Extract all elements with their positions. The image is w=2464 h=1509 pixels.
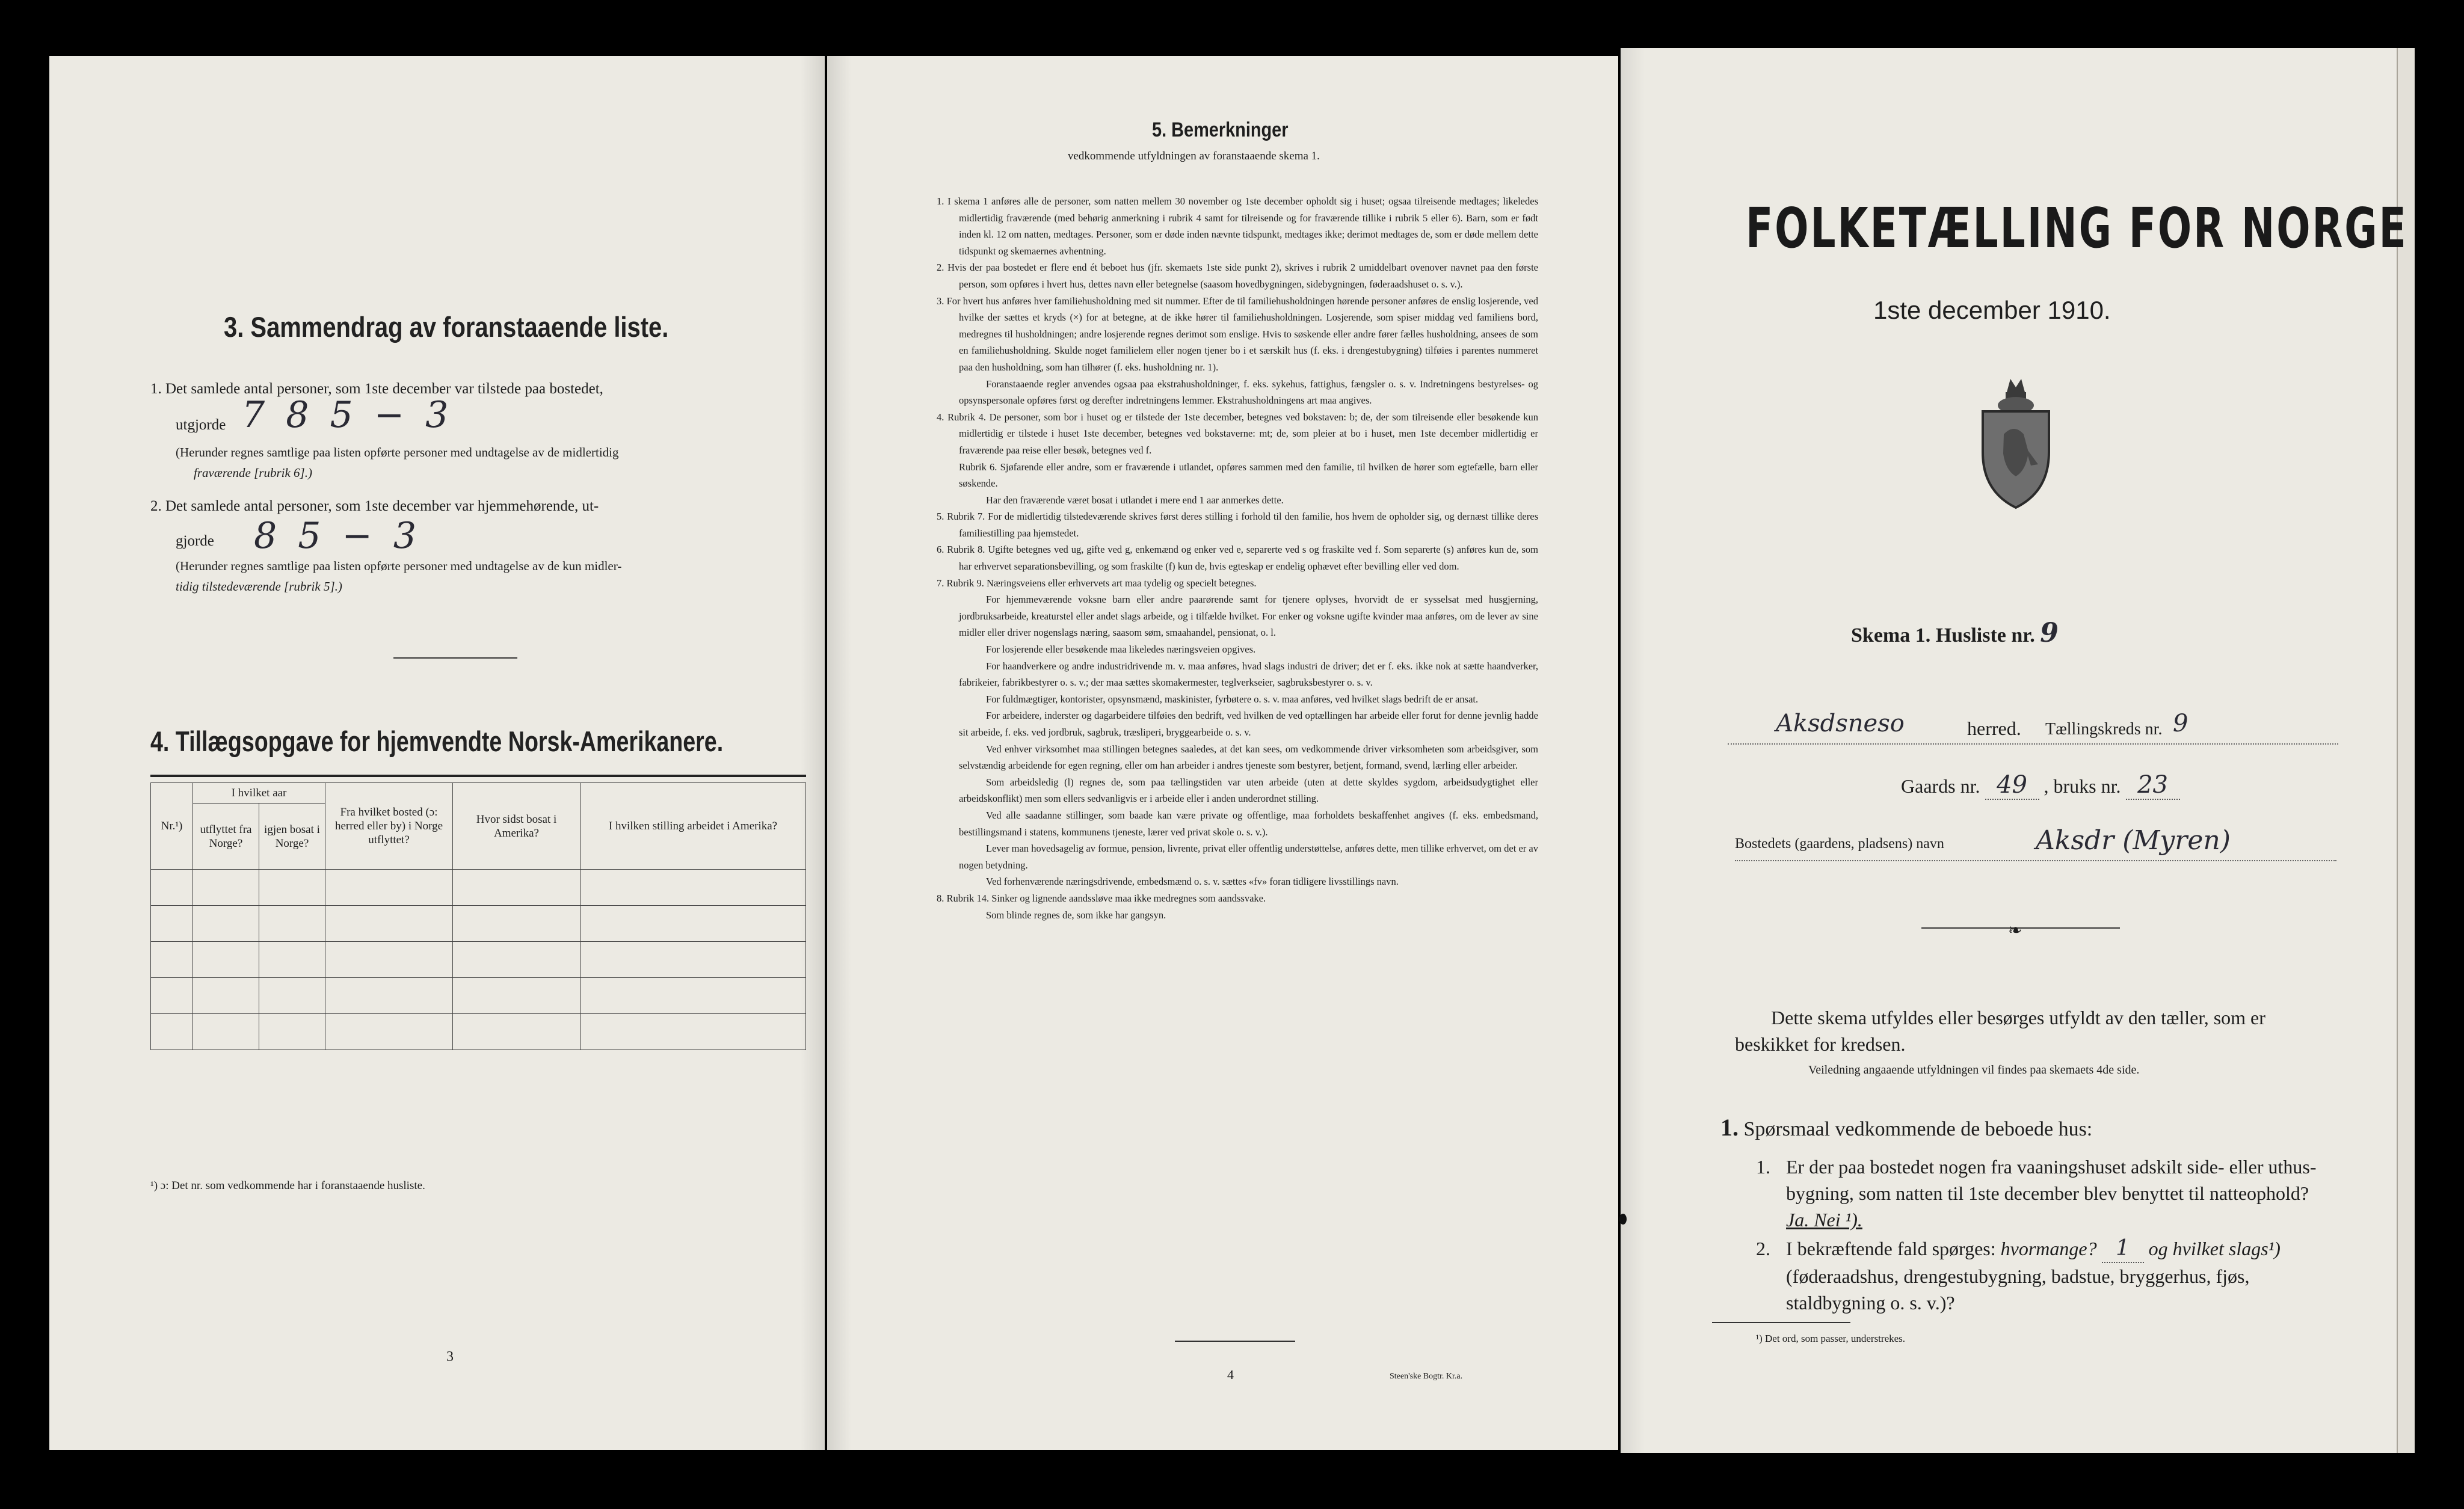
question-2 xyxy=(1756,1235,2333,1316)
section3-q1-note2: fraværende [rubrik 6].) xyxy=(194,466,312,480)
question-1-text xyxy=(1756,1154,2333,1233)
table-cell[interactable] xyxy=(151,870,193,906)
page-left xyxy=(49,56,825,1450)
gaards-value[interactable]: 49 xyxy=(1985,771,2039,800)
table-cell[interactable] xyxy=(193,906,259,942)
form-title: FOLKETÆLLING FOR NORGE xyxy=(1746,196,2408,260)
table-cell[interactable] xyxy=(453,870,581,906)
question-2-prefix: I bekræftende fald spørges: xyxy=(1786,1238,1996,1259)
page-right xyxy=(1621,48,2415,1453)
table-cell[interactable] xyxy=(325,870,453,906)
table-cell[interactable] xyxy=(259,870,325,906)
remark-paragraph: Rubrik 6. Sjøfarende eller andre, som er fraværende i utlandet, opføres sammen med den familie, til hvilken de hører som egtefælle, barn eller søskende. xyxy=(959,461,1538,490)
page-fold-shadow xyxy=(801,56,825,1450)
remark-paragraph: Ved enhver virksomhet maa stillingen betegnes saaledes, at det kan sees, om vedkommende driver virksomheten som arbeidsgiver, som selvstændig arbeidende for egen regning, eller om han arbeider i andres tjeneste som bestyrer, betjent, formand, svend, lærling eller arbeider. xyxy=(959,743,1538,772)
col-year-group: I hvilket aar xyxy=(193,783,325,804)
remark-paragraph: 2. Hvis der paa bostedet er flere end ét beboet hus (jfr. skemaets 1ste side punkt 2), skrives i rubrik 2 umiddelbart ovenover navnet paa den første person, som opføres i hvert hus, dettes navn eller betegnelse (saasom hovedbygningen, sidebygningen, føderaadshuset o. s. v.). xyxy=(937,262,1538,290)
divider xyxy=(1175,1341,1295,1342)
table-cell[interactable] xyxy=(325,906,453,942)
table-cell[interactable] xyxy=(259,978,325,1014)
table-row xyxy=(151,978,806,1014)
table-cell[interactable] xyxy=(193,870,259,906)
section3-q1-answer[interactable]: 7 8 5 − 3 xyxy=(242,394,454,436)
question-1 xyxy=(1756,1154,2333,1233)
table-cell[interactable] xyxy=(193,942,259,978)
remarks-heading: 5. Bemerkninger xyxy=(1152,118,1289,141)
question-2-text xyxy=(1756,1235,2333,1316)
herred-row xyxy=(1728,710,2338,745)
section3-q2-line: 2. Det samlede antal personer, som 1ste december var hjemmehørende, ut- xyxy=(150,498,599,514)
table-cell[interactable] xyxy=(151,942,193,978)
remarks-body xyxy=(937,193,1538,923)
table-cell[interactable] xyxy=(259,942,325,978)
table-cell[interactable] xyxy=(259,1014,325,1050)
bosted-value[interactable]: Aksdr (Myren) xyxy=(2036,825,2231,856)
remark-paragraph: For losjerende eller besøkende maa likeledes næringsveien opgives. xyxy=(986,644,1256,656)
questions-heading xyxy=(1720,1114,2092,1143)
page-number: 3 xyxy=(446,1349,454,1365)
census-date: 1ste december 1910. xyxy=(1873,296,2111,324)
table-row xyxy=(151,906,806,942)
remark-paragraph: 7. Rubrik 9. Næringsveiens eller erhvervets art maa tydelig og specielt betegnes. xyxy=(937,577,1257,589)
section3-heading: 3. Sammendrag av foranstaaende liste. xyxy=(224,311,669,343)
kreds-label: Tællingskreds nr. xyxy=(2045,720,2163,739)
table-cell[interactable] xyxy=(151,978,193,1014)
table-row xyxy=(151,942,806,978)
norsk-amerikanere-table xyxy=(150,782,806,1050)
questions-heading-text: Spørsmaal vedkommende de beboede hus: xyxy=(1743,1118,2093,1140)
table-cell[interactable] xyxy=(325,1014,453,1050)
page-middle xyxy=(827,56,1618,1450)
gaard-row xyxy=(1901,771,2180,800)
col-nr: Nr.¹) xyxy=(151,783,193,870)
question-2-og: og hvilket slags¹) xyxy=(2148,1238,2281,1259)
herred-label: herred. xyxy=(1967,718,2021,739)
remark-paragraph: 8. Rubrik 14. Sinker og lignende aandssløve maa ikke medregnes som aandssvake. xyxy=(937,892,1266,904)
table-cell[interactable] xyxy=(453,1014,581,1050)
table-cell[interactable] xyxy=(453,906,581,942)
table-cell[interactable] xyxy=(193,1014,259,1050)
section4-heading: 4. Tillægsopgave for hjemvendte Norsk-Amerikanere. xyxy=(150,725,724,757)
schema-label-text: Skema 1. Husliste nr. xyxy=(1851,624,2035,647)
page-number: 4 xyxy=(1227,1367,1234,1382)
question-1-answer[interactable]: Ja. Nei ¹). xyxy=(1786,1209,1862,1231)
divider xyxy=(393,657,517,659)
gaards-label: Gaards nr. xyxy=(1901,775,1980,797)
question-1-number: 1. xyxy=(1756,1156,1770,1178)
remark-paragraph: Som arbeidsledig (l) regnes de, som paa tællingstiden var uten arbeide (uten at dette skyldes sygdom, arbeidsudygtighet eller arbeidskonflikt) men som ellers sedvanligvis er i arbeide eller i anden underordnet stilling. xyxy=(959,776,1538,805)
table-cell[interactable] xyxy=(581,906,806,942)
section4-footnote: ¹) ɔ: Det nr. som vedkommende har i foranstaaende husliste. xyxy=(150,1179,425,1192)
bruks-value[interactable]: 23 xyxy=(2126,771,2180,800)
table-cell[interactable] xyxy=(453,942,581,978)
schema-label xyxy=(1851,619,2059,650)
section3-q1-note1: (Herunder regnes samtlige paa listen opførte personer med undtagelse av de midlertidig xyxy=(176,445,619,459)
bosted-row xyxy=(1735,825,2336,861)
col-stilling: I hvilken stilling arbeidet i Amerika? xyxy=(581,783,806,870)
col-utflyttet: utflyttet fra Norge? xyxy=(193,804,259,870)
col-fra-bosted: Fra hvilket bosted (ɔ: herred eller by) i Norge utflyttet? xyxy=(325,783,453,870)
remark-paragraph: Ved forhenværende næringsdrivende, embedsmænd o. s. v. sættes «fv» foran tidligere livsstillings navn. xyxy=(986,876,1399,888)
table-cell[interactable] xyxy=(453,978,581,1014)
remark-paragraph: 1. I skema 1 anføres alle de personer, som natten mellem 30 november og 1ste december opholdt sig i huset; ogsaa tilreisende medtages; likeledes midlertidig fraværende (med behørig anmerkning i rubrik 4 samt for tilreisende og for fraværende tillike i rubrik 5 eller 6). Barn, som er født inden kl. 12 om natten, medtages. Personer, som er døde inden nævnte tidspunkt, medtages ikke; derimot medtages de, som er døde mellem dette tidspunkt og skemaernes avhentning. xyxy=(937,195,1538,257)
section3-q2-note2: tidig tilstedeværende [rubrik 5].) xyxy=(176,579,342,594)
section3-q1-label: utgjorde xyxy=(176,417,226,433)
question-2-hvormange: hvormange? xyxy=(2000,1238,2097,1259)
heading-rule xyxy=(150,775,806,777)
table-cell[interactable] xyxy=(151,906,193,942)
bosted-label: Bostedets (gaardens, pladsens) navn xyxy=(1735,836,1944,852)
norway-coat-of-arms-icon xyxy=(1971,374,2061,512)
info-text: Dette skema utfyldes eller besørges utfyldt av den tæller, som er beskikket for kredsen. xyxy=(1735,1007,2265,1055)
col-igjen: igjen bosat i Norge? xyxy=(259,804,325,870)
remark-paragraph: 5. Rubrik 7. For de midlertidig tilstedeværende skrives først deres stilling i forhold til den familie, hos hvem de opholder sig, og dernæst tillike deres familiestilling paa hjemstedet. xyxy=(937,511,1538,539)
question-2-number: 2. xyxy=(1756,1238,1770,1259)
table-row xyxy=(151,870,806,906)
remark-paragraph: Har den fraværende været bosat i utlandet i mere end 1 aar anmerkes dette. xyxy=(986,494,1284,506)
remark-paragraph: For haandverkere og andre industridrivende m. v. maa anføres, hvad slags industri de driver; det er f. eks. ikke nok at sætte haandverker, fabrikeier, fabrikbestyrer o. s. v.; der maa sættes skomakermester, teglverkseier, sagbruksbestyrer o. s. v. xyxy=(959,660,1538,689)
bruks-label: , bruks nr. xyxy=(2044,775,2121,797)
table-row xyxy=(151,1014,806,1050)
remark-paragraph: For arbeidere, inderster og dagarbeidere tilføies den bedrift, ved hvilken de ved optællingen har arbeide eller forut for denne jevnlig hadde sit arbeide, f. eks. ved jordbruk, sagbruk, træsliperi, bryggearbeide o. s. v. xyxy=(959,710,1538,738)
footnote-rule xyxy=(1712,1322,1850,1323)
questions-heading-number: 1. xyxy=(1720,1114,1739,1141)
table-cell[interactable] xyxy=(581,978,806,1014)
herred-value[interactable]: Aksdsneso xyxy=(1776,710,1905,737)
table-cell[interactable] xyxy=(259,906,325,942)
section3-q1-line: 1. Det samlede antal personer, som 1ste december var tilstede paa bostedet, xyxy=(150,381,603,397)
question-2-count[interactable]: 1 xyxy=(2102,1235,2144,1263)
remark-paragraph: 6. Rubrik 8. Ugifte betegnes ved ug, gifte ved g, enkemænd og enker ved e, separerte ved s og fraskilte ved f. Som separerte (s) anføres kun de, som har erhvervet separationsbevilling, og som fraskilte (f) kun de, hvis egteskap er endelig ophævet efter bevilling eller ved dom. xyxy=(937,544,1538,573)
info-guidance: Veiledning angaaende utfyldningen vil findes paa skemaets 4de side. xyxy=(1808,1063,2140,1077)
page-fold-shadow xyxy=(1621,48,1645,1453)
ornament-icon: ❧ xyxy=(2008,921,2022,940)
kreds-value[interactable]: 9 xyxy=(2173,710,2188,737)
remark-paragraph: For hjemmeværende voksne barn eller andre paarørende samt for tjenere oplyses, hvorvidt de er sysselsat med husgjerning, jordbruksarbeide, kreaturstel eller andet slags arbeide, og i tilfælde hvilket. For enker og voksne ugifte kvinder maa anføres, om de lever av sine midler eller driver nogenslags næring, saasom søm, smaahandel, pensionat, o. l. xyxy=(959,594,1538,639)
binding-hole xyxy=(1619,1214,1627,1225)
table-cell[interactable] xyxy=(325,942,453,978)
page-fold-shadow xyxy=(827,56,851,1450)
printer-imprint: Steen'ske Bogtr. Kr.a. xyxy=(1390,1372,1463,1381)
section3-q2-note1: (Herunder regnes samtlige paa listen opførte personer med undtagelse av de kun midler- xyxy=(176,559,622,573)
table-cell[interactable] xyxy=(151,1014,193,1050)
table-cell[interactable] xyxy=(581,1014,806,1050)
remark-paragraph: 4. Rubrik 4. De personer, som bor i huset og er tilstede der 1ste december, betegnes ved bokstaven: b; de, der som tilreisende eller besøkende kun midlertidig er tilstede i huset 1ste december, betegnes ved bokstaverne: mt; de, som pleier at bo i huset, men 1ste december midlertidig er fraværende paa reise eller besøk, betegnes ved f. xyxy=(937,411,1538,456)
table-cell[interactable] xyxy=(581,942,806,978)
table-cell[interactable] xyxy=(581,870,806,906)
remark-paragraph: 3. For hvert hus anføres hver familiehusholdning med sit nummer. Efter de til familiehusholdningen hørende personer anføres de enslig losjerende, ved hvilke der sættes et kryds (×) for at betegne, at de ikke hører til familiehusholdningen. Losjerende, som spiser middag ved familiens bord, medregnes til husholdningen; andre losjerende regnes derimot som enslige. Hvis to søskende eller andre fører fælles husholdning, ansees de som en familiehusholdning. Skulde noget familielem eller nogen tjener bo i et særskilt hus (f. eks. i drengestubygning) tilføies i parentes nummeret paa den husholdning, som han tilhører (f. eks. husholdning nr. 1). xyxy=(937,295,1538,373)
remark-paragraph: Foranstaaende regler anvendes ogsaa paa ekstrahusholdninger, f. eks. sykehus, fattighus, fængsler o. s. v. Indretningens bestyrelses- og opsynspersonale opføres først og derefter indretningens lemmer. Ekstrahusholdningens art maa angives. xyxy=(959,378,1538,407)
husliste-nr-value[interactable]: 9 xyxy=(2040,618,2059,648)
remark-paragraph: Lever man hovedsagelig av formue, pension, livrente, privat eller offentlig understøttelse, anføres dette, men tillike erhvervet, om det er av nogen betydning. xyxy=(959,843,1538,871)
section3-q2-label: gjorde xyxy=(176,533,214,549)
remarks-subheading: vedkommende utfyldningen av foranstaaende skema 1. xyxy=(1068,150,1320,162)
question-1-body: Er der paa bostedet nogen fra vaaningshuset adskilt side- eller uthus-bygning, som natten til 1ste december blev benyttet til natteophold? xyxy=(1786,1156,2317,1204)
col-hvor-bosat: Hvor sidst bosat i Amerika? xyxy=(453,783,581,870)
remark-paragraph: For fuldmægtiger, kontorister, opsynsmænd, maskinister, fyrbøtere o. s. v. maa anføres, ved hvilket slags bedrift de er ansat. xyxy=(986,693,1479,705)
remark-paragraph: Som blinde regnes de, som ikke har gangsyn. xyxy=(986,909,1166,921)
remark-paragraph: Ved alle saadanne stillinger, som baade kan være private og offentlige, maa forholdets beskaffenhet angives (f. eks. embedsmand, bestillingsmand i statens, kommunens tjeneste, lærer ved privat skole o. s. v.). xyxy=(959,809,1538,838)
table-cell[interactable] xyxy=(325,978,453,1014)
section3-q2-answer[interactable]: 8 5 − 3 xyxy=(254,515,422,557)
table-cell[interactable] xyxy=(193,978,259,1014)
footnote: ¹) Det ord, som passer, understrekes. xyxy=(1756,1333,1906,1344)
question-2-rest: (føderaadshus, drengestubygning, badstue, bryggerhus, fjøs, staldbygning o. s. v.)? xyxy=(1786,1265,2250,1314)
